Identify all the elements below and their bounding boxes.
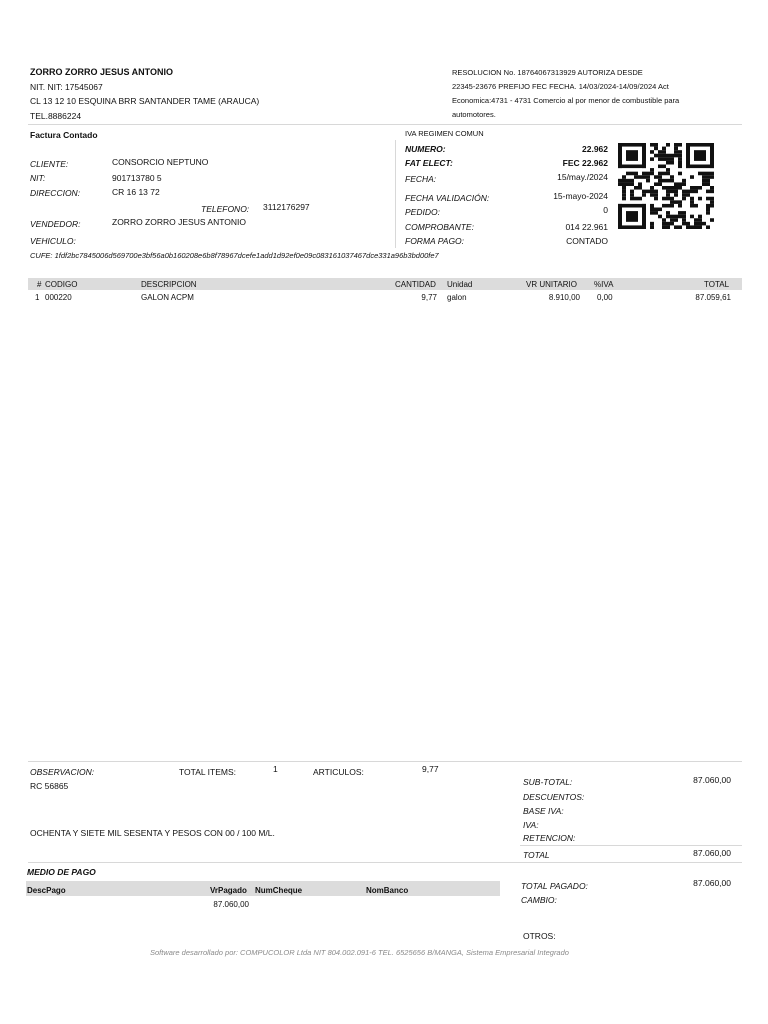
total-pagado-value: 87.060,00 — [693, 878, 731, 888]
numero-label: NUMERO: — [405, 144, 446, 154]
cliente-value: CONSORCIO NEPTUNO — [112, 157, 209, 167]
item-total: 87.059,61 — [695, 293, 731, 302]
pedido-value: 0 — [603, 205, 608, 215]
retencion-label: RETENCION: — [523, 833, 576, 843]
cambio-label: CAMBIO: — [521, 895, 557, 905]
meta-divider — [395, 140, 396, 248]
total-value: 87.060,00 — [693, 848, 731, 858]
forma-pago-value: CONTADO — [566, 236, 608, 246]
cufe: CUFE: 1fdf2bc7845006d569700e3bf56a0b160208e6b8f78967dcefe1add1d92ef0e09c083161037467dce331a96b3bd00fe7 — [30, 251, 439, 260]
total-items-label: TOTAL ITEMS: — [179, 767, 236, 777]
totals-divider — [520, 845, 742, 846]
invoice-type: Factura Contado — [30, 130, 98, 140]
fat-elect-value: FEC 22.962 — [562, 158, 608, 168]
iva-regimen: IVA REGIMEN COMUN — [405, 129, 484, 138]
item-iva: 0,00 — [597, 293, 613, 302]
items-header-bar — [28, 278, 742, 290]
telefono-label: TELEFONO: — [201, 204, 250, 214]
pago-vr-header: VrPagado — [210, 886, 247, 895]
cliente-label: CLIENTE: — [30, 159, 69, 169]
iva-label: IVA: — [523, 820, 539, 830]
resolution-line-4: automotores. — [452, 110, 496, 119]
col-iva: %IVA — [594, 280, 614, 289]
fat-elect-label: FAT ELECT: — [405, 158, 453, 168]
vendedor-value: ZORRO ZORRO JESUS ANTONIO — [112, 217, 246, 227]
forma-pago-label: FORMA PAGO: — [405, 236, 465, 246]
base-iva-label: BASE IVA: — [523, 806, 564, 816]
direccion-label: DIRECCION: — [30, 188, 81, 198]
total-pagado-label: TOTAL PAGADO: — [521, 881, 588, 891]
footer-divider — [28, 761, 742, 762]
item-codigo: 000220 — [45, 293, 72, 302]
resolution-line-3: Economica:4731 - 4731 Comercio al por menor de combustible para — [452, 96, 680, 105]
item-vr-unitario: 8.910,00 — [548, 293, 580, 302]
item-num: 1 — [35, 293, 40, 302]
total-label: TOTAL — [523, 850, 550, 860]
resolution-line-1: RESOLUCION No. 18764067313929 AUTORIZA DESDE — [452, 68, 643, 77]
fecha-validacion-value: 15-mayo-2024 — [553, 191, 608, 201]
issuer-address: CL 13 12 10 ESQUINA BRR SANTANDER TAME (ARAUCA) — [30, 96, 260, 106]
telefono-value: 3112176297 — [263, 202, 310, 212]
fecha-label: FECHA: — [405, 174, 437, 184]
item-descripcion: GALON ACPM — [141, 293, 194, 302]
resolution-line-2: 22345-23676 PREFIJO FEC FECHA. 14/03/2024-14/09/2024 Act — [452, 82, 669, 91]
vehiculo-label: VEHICULO: — [30, 236, 76, 246]
pago-cheque-header: NumCheque — [255, 886, 303, 895]
client-nit-label: NIT: — [30, 173, 46, 183]
software-credit: Software desarrollado por: COMPUCOLOR Ltda NIT 804.002.091-6 TEL. 6525656 B/MANGA, Sistema Empresarial Integrado — [150, 948, 569, 957]
col-codigo: CODIGO — [45, 280, 78, 289]
comprobante-label: COMPROBANTE: — [405, 222, 474, 232]
header-divider — [28, 124, 742, 125]
fecha-value: 15/may./2024 — [557, 172, 608, 182]
col-total: TOTAL — [704, 280, 730, 289]
subtotal-label: SUB-TOTAL: — [523, 777, 573, 787]
total-items-value: 1 — [273, 764, 278, 774]
issuer-name: ZORRO ZORRO JESUS ANTONIO — [30, 67, 174, 77]
item-cantidad: 9,77 — [421, 293, 437, 302]
vendedor-label: VENDEDOR: — [30, 219, 81, 229]
medio-pago-title: MEDIO DE PAGO — [27, 867, 96, 877]
pago-vr-value: 87.060,00 — [213, 900, 249, 909]
qr-code-icon — [618, 143, 714, 229]
col-descripcion: DESCRIPCION — [141, 280, 197, 289]
medio-pago-divider — [28, 862, 742, 863]
pago-desc-header: DescPago — [27, 886, 66, 895]
observacion-label: OBSERVACION: — [30, 767, 95, 777]
subtotal-value: 87.060,00 — [693, 775, 731, 785]
col-vr-unitario: VR UNITARIO — [526, 280, 577, 289]
fecha-validacion-label: FECHA VALIDACIÓN: — [405, 193, 490, 203]
articulos-label: ARTICULOS: — [313, 767, 364, 777]
issuer-nit: NIT. NIT: 17545067 — [30, 82, 103, 92]
direccion-value: CR 16 13 72 — [112, 187, 160, 197]
comprobante-value: 014 22.961 — [565, 222, 608, 232]
descuentos-label: DESCUENTOS: — [523, 792, 585, 802]
observacion-value: RC 56865 — [30, 781, 69, 791]
col-unidad: Unidad — [447, 280, 473, 289]
item-unidad: galon — [447, 293, 467, 302]
otros-label: OTROS: — [523, 931, 556, 941]
pedido-label: PEDIDO: — [405, 207, 440, 217]
pago-banco-header: NomBanco — [366, 886, 409, 895]
client-nit-value: 901713780 5 — [112, 173, 162, 183]
col-cantidad: CANTIDAD — [395, 280, 436, 289]
articulos-value: 9,77 — [422, 764, 439, 774]
amount-in-words: OCHENTA Y SIETE MIL SESENTA Y PESOS CON 00 / 100 M/L. — [30, 828, 275, 838]
col-num: # — [37, 280, 42, 289]
numero-value: 22.962 — [582, 144, 608, 154]
issuer-phone: TEL.8886224 — [30, 111, 82, 121]
